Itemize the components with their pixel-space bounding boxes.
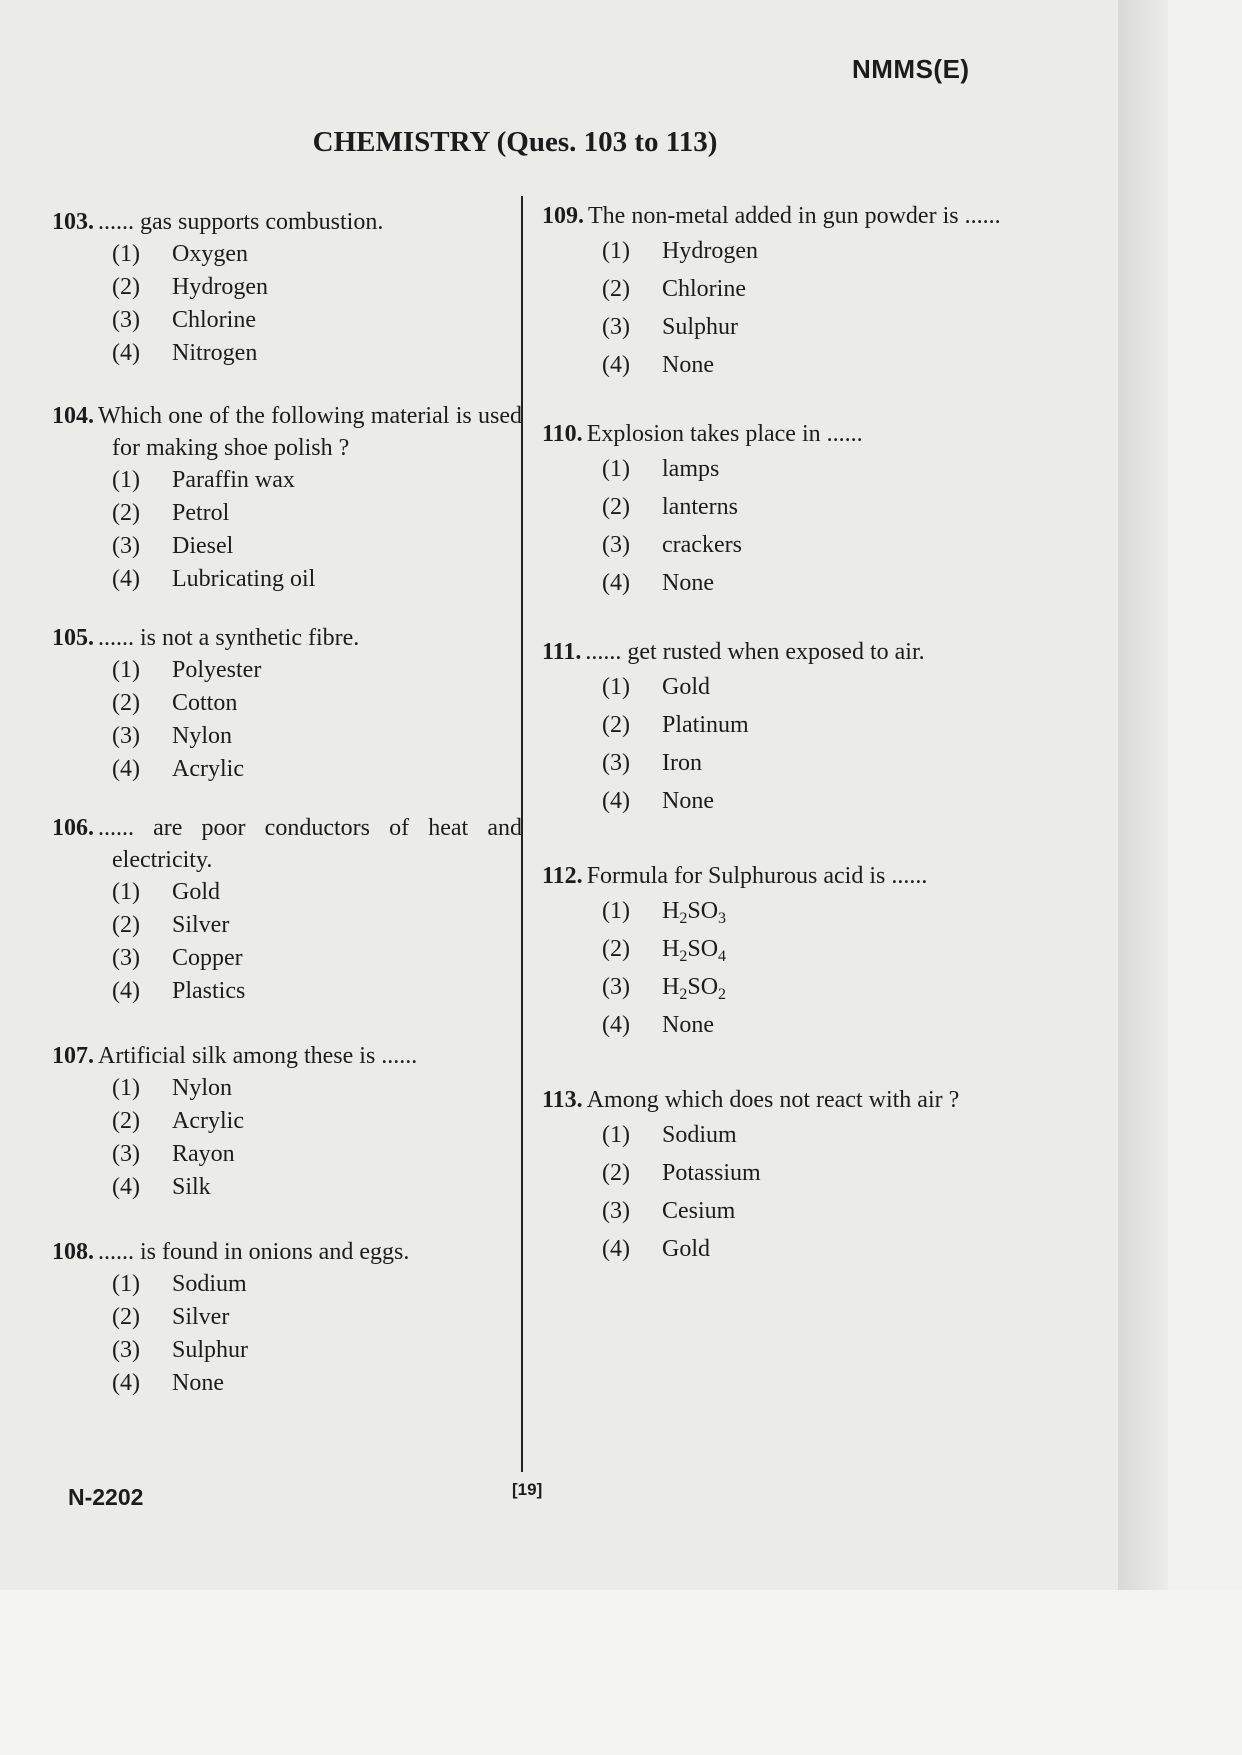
question-number: 106. xyxy=(52,815,94,841)
option-1: (1) $H_2SO_3$ xyxy=(602,892,1002,930)
question-text: ...... are poor conductors of heat and electricity. xyxy=(98,815,522,873)
option-3: (3) Copper xyxy=(112,945,243,971)
option-3: (3) Diesel xyxy=(112,533,234,559)
option-2: (2) Petrol xyxy=(112,500,230,526)
option-1: (1) lamps xyxy=(602,456,720,482)
option-3: (3) $H_2SO_2$ xyxy=(602,968,1002,1006)
question-text: ...... is not a synthetic fibre. xyxy=(98,625,360,651)
question-number: 107. xyxy=(52,1043,94,1069)
option-1: (1) Paraffin wax xyxy=(112,467,295,493)
question-104 xyxy=(52,400,522,596)
option-3: (3) Sulphur xyxy=(602,314,739,340)
question-number: 112. xyxy=(542,863,583,889)
option-2: (2) Cotton xyxy=(112,690,238,716)
question-106 xyxy=(52,812,522,1008)
option-1: (1) Polyester xyxy=(112,657,262,683)
option-1: (1) Gold xyxy=(112,879,220,905)
option-1: (1) Hydrogen xyxy=(602,238,758,264)
question-text: Among which does not react with air ? xyxy=(586,1087,960,1113)
option-2: (2) Silver xyxy=(112,1304,230,1330)
question-number: 103. xyxy=(52,209,94,235)
option-2: (2) $H_2SO_4$ xyxy=(602,930,1002,968)
question-number: 108. xyxy=(52,1239,94,1265)
option-1: (1) Nylon xyxy=(112,1075,232,1101)
question-103 xyxy=(52,206,522,370)
option-4: (4) None xyxy=(602,570,714,596)
question-108 xyxy=(52,1236,522,1400)
question-112 xyxy=(542,860,1002,1044)
question-text: ...... is found in onions and eggs. xyxy=(98,1239,410,1265)
page-number: [19] xyxy=(512,1480,543,1499)
question-number: 109. xyxy=(542,203,584,229)
page-edge-shadow xyxy=(1118,0,1168,1590)
question-number: 110. xyxy=(542,421,583,447)
question-number: 104. xyxy=(52,403,94,429)
option-3: (3) Nylon xyxy=(112,723,232,749)
exam-code-footer: N-2202 xyxy=(68,1484,144,1510)
question-107 xyxy=(52,1040,522,1204)
chemical-formula: $H_2SO_2$ xyxy=(662,974,727,1003)
option-3: (3) Sulphur xyxy=(112,1337,249,1363)
question-text: Explosion takes place in ...... xyxy=(586,421,863,447)
question-105 xyxy=(52,622,522,786)
option-2: (2) Acrylic xyxy=(112,1108,244,1134)
question-110 xyxy=(542,418,1002,602)
question-text: ...... get rusted when exposed to air. xyxy=(585,639,925,665)
option-1: (1) Sodium xyxy=(602,1122,737,1148)
option-4: (4) Lubricating oil xyxy=(112,566,316,592)
option-3: (3) Iron xyxy=(602,750,702,776)
option-4: (4) Silk xyxy=(112,1174,211,1200)
question-109 xyxy=(542,200,1002,384)
question-text: The non-metal added in gun powder is ...... xyxy=(588,203,1001,229)
option-3: (3) Chlorine xyxy=(112,307,256,333)
option-4: (4) None xyxy=(602,352,714,378)
option-4: (4) Plastics xyxy=(112,978,246,1004)
question-text: Which one of the following material is used for making shoe polish ? xyxy=(98,403,522,461)
question-number: 111. xyxy=(542,639,582,665)
option-2: (2) Potassium xyxy=(602,1160,761,1186)
chemical-formula: $H_2SO_4$ xyxy=(662,936,727,965)
question-text: Formula for Sulphurous acid is ...... xyxy=(586,863,928,889)
exam-code-header: NMMS(E) xyxy=(852,54,970,84)
question-113 xyxy=(542,1084,1002,1268)
question-text: ...... gas supports combustion. xyxy=(98,209,384,235)
right-column xyxy=(542,200,1002,1268)
option-3: (3) Cesium xyxy=(602,1198,736,1224)
option-4: (4) Acrylic xyxy=(112,756,244,782)
option-2: (2) Silver xyxy=(112,912,230,938)
option-4: (4) None xyxy=(602,788,714,814)
option-2: (2) Platinum xyxy=(602,712,749,738)
chemical-formula: $H_2SO_3$ xyxy=(662,898,727,927)
question-number: 105. xyxy=(52,625,94,651)
option-1: (1) Oxygen xyxy=(112,241,248,267)
question-111 xyxy=(542,636,1002,820)
scan-background xyxy=(0,1590,1242,1755)
section-title: CHEMISTRY (Ques. 103 to 113) xyxy=(312,126,718,158)
question-number: 113. xyxy=(542,1087,583,1113)
option-1: (1) Sodium xyxy=(112,1271,247,1297)
option-2: (2) lanterns xyxy=(602,494,738,520)
option-2: (2) Chlorine xyxy=(602,276,746,302)
option-2: (2) Hydrogen xyxy=(112,274,268,300)
option-4: (4) Nitrogen xyxy=(112,340,258,366)
option-3: (3) crackers xyxy=(602,532,742,558)
left-column xyxy=(52,206,522,1400)
option-4: (4) None xyxy=(602,1012,714,1038)
option-1: (1) Gold xyxy=(602,674,710,700)
option-4: (4) Gold xyxy=(602,1236,710,1262)
option-3: (3) Rayon xyxy=(112,1141,235,1167)
option-4: (4) None xyxy=(112,1370,224,1396)
question-text: Artificial silk among these is ...... xyxy=(98,1043,418,1069)
